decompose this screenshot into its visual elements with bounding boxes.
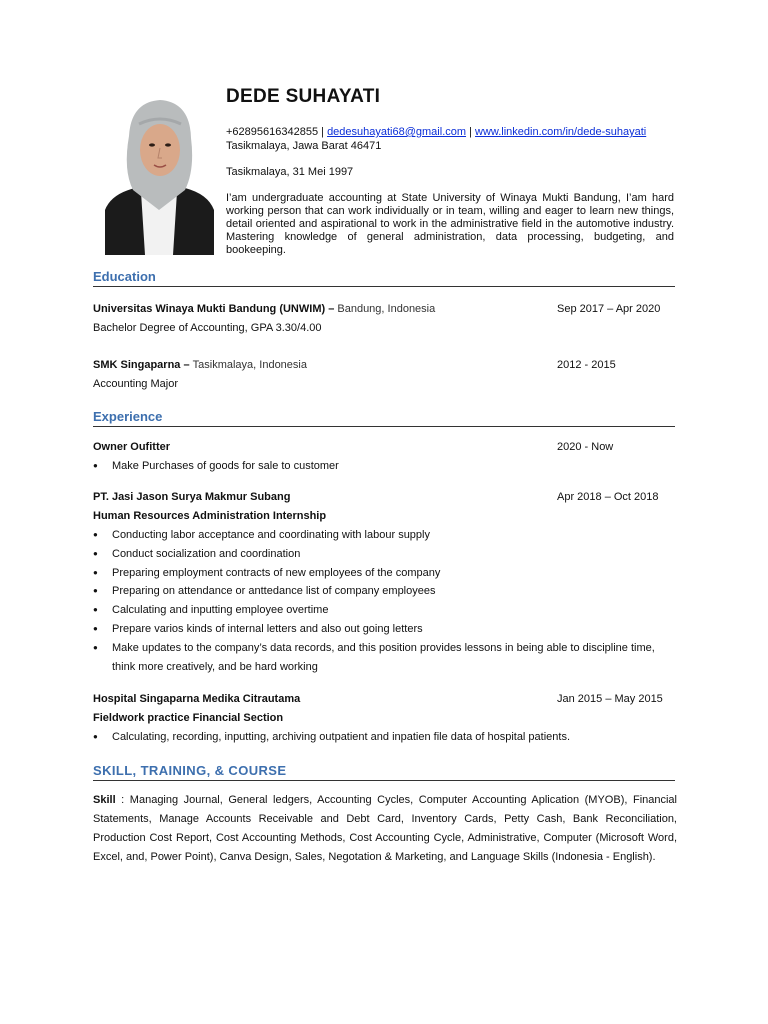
education-entry bbox=[93, 356, 675, 394]
education-detail: Accounting Major bbox=[93, 378, 178, 390]
list-item: ● Calculating and inputting employee overtime bbox=[93, 601, 675, 620]
institution-line bbox=[93, 300, 435, 319]
institution-location: Tasikmalaya, Indonesia bbox=[192, 359, 307, 371]
list-item: ● Prepare varios kinds of internal letters and also out going letters bbox=[93, 620, 675, 639]
company-name: PT. Jasi Jason Surya Makmur Subang bbox=[93, 491, 291, 503]
list-item: ● Preparing on attendance or anttedance list of company employees bbox=[93, 582, 675, 601]
list-item: ● Conduct socialization and coordination bbox=[93, 545, 675, 564]
education-date: Sep 2017 – Apr 2020 bbox=[557, 303, 661, 315]
contact-separator: | bbox=[469, 126, 472, 138]
linkedin-link[interactable]: www.linkedin.com/in/dede-suhayati bbox=[475, 126, 647, 138]
education-entry bbox=[93, 300, 675, 338]
list-item: ● Make updates to the company’s data records, and this position provides lessons in being able to discipline time, think more creatively, and be hard working bbox=[93, 639, 675, 677]
education-heading: Education bbox=[93, 269, 675, 287]
phone-number: +62895616342855 | bbox=[226, 126, 324, 138]
experience-heading: Experience bbox=[93, 409, 675, 427]
candidate-name: DEDE SUHAYATI bbox=[226, 86, 381, 107]
institution-name: SMK Singaparna – bbox=[93, 359, 190, 371]
education-detail: Bachelor Degree of Accounting, GPA 3.30/4.00 bbox=[93, 322, 322, 334]
company-name: Hospital Singaparna Medika Citrautama bbox=[93, 693, 301, 705]
list-item: ● Preparing employment contracts of new employees of the company bbox=[93, 564, 675, 583]
experience-entry bbox=[93, 488, 675, 676]
institution-location: Bandung, Indonesia bbox=[337, 303, 436, 315]
skill-label: Skill bbox=[93, 794, 116, 806]
address: Tasikmalaya, Jawa Barat 46471 bbox=[226, 140, 382, 152]
responsibility-list bbox=[93, 526, 675, 676]
experience-entry bbox=[93, 438, 675, 476]
profile-summary: I’am undergraduate accounting at State University of Winaya Mukti Bandung, I’am hard working person that can work individually or in team, willing and eager to learn new things, detail oriented and aspirational to work in the administrative field in the automotive industry. Mastering knowledge of general administration, data processing, budgeting, and bookeeping. bbox=[226, 192, 674, 256]
experience-date: 2020 - Now bbox=[557, 441, 614, 453]
job-role: Human Resources Administration Internship bbox=[93, 510, 327, 522]
list-item: ● Calculating, recording, inputting, archiving outpatient and inpatien file data of hospital patients. bbox=[93, 728, 675, 747]
list-item: ● Conducting labor acceptance and coordinating with labour supply bbox=[93, 526, 675, 545]
responsibility-list bbox=[93, 457, 675, 476]
birth-place-date: Tasikmalaya, 31 Mei 1997 bbox=[226, 166, 354, 178]
company-name: Owner Oufitter bbox=[93, 441, 171, 453]
skills-heading: SKILL, TRAINING, & COURSE bbox=[93, 763, 675, 781]
institution-line bbox=[93, 356, 307, 375]
profile-photo-illustration bbox=[105, 98, 214, 255]
contact-info bbox=[226, 125, 646, 153]
skills-paragraph bbox=[93, 791, 677, 867]
experience-entry bbox=[93, 690, 675, 747]
experience-date: Apr 2018 – Oct 2018 bbox=[557, 491, 659, 503]
list-item: ● Make Purchases of goods for sale to customer bbox=[93, 457, 675, 476]
job-role: Fieldwork practice Financial Section bbox=[93, 712, 284, 724]
institution-name: Universitas Winaya Mukti Bandung (UNWIM) – bbox=[93, 303, 335, 315]
email-link[interactable]: dedesuhayati68@gmail.com bbox=[327, 126, 467, 138]
experience-date: Jan 2015 – May 2015 bbox=[557, 693, 663, 705]
education-date: 2012 - 2015 bbox=[557, 359, 616, 371]
responsibility-list bbox=[93, 728, 675, 747]
profile-photo bbox=[105, 98, 214, 255]
skill-text: : Managing Journal, General ledgers, Accounting Cycles, Computer Accounting Aplication (MYOB), Financial Statements, Manage Accounts Receivable and Debt Card, Inventory Cards, Petty Cash, Bank Reconciliation, Production Cost Report, Cost Accounting Methods, Cost Accounting Cycle, Administrative, Computer (Microsoft Word, Excel, and, Power Point), Canva Design, Sales, Negotation & Marketing, and Language Skills (Indonesia - English). bbox=[93, 794, 677, 863]
